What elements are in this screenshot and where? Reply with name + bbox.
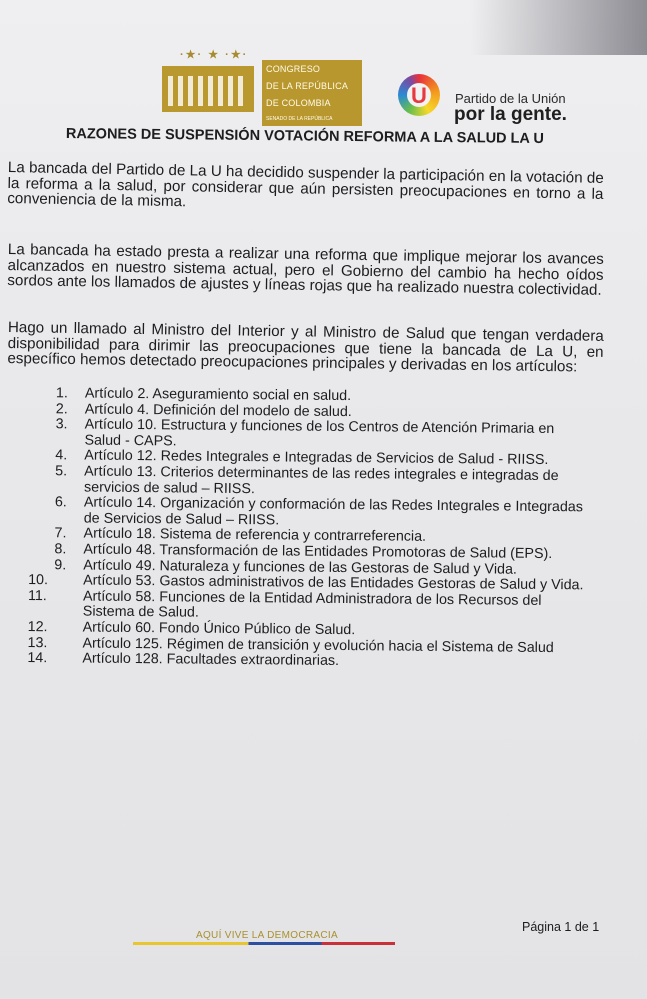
congress-stars: ·★· ★ ·★· xyxy=(180,49,249,61)
paragraph-1: La bancada del Partido de La U ha decidido suspender la participación en la votación de la reforma a la salud, por considerar que aún persisten preocupaciones en torno a la conveniencia de la misma. xyxy=(7,159,604,211)
list-item: 6. Artículo 14. Organización y conformación de las Redes Integrales e Integradas de Servicios de Salud – RIISS. xyxy=(54,494,584,529)
paragraph-3: Hago un llamado al Ministro del Interior y al Ministro de Salud que tengan verdadera disponibilidad para dirimir las preocupaciones que tiene la bancada de La U, en específico hemos detectado preocupaciones principales y derivadas en los artículos: xyxy=(7,319,604,376)
page-number: Página 1 de 1 xyxy=(522,920,600,934)
list-item: 13. Artículo 125. Régimen de transición y evolución hacia el Sistema de Salud xyxy=(27,634,554,656)
list-item: 9. Artículo 49. Naturaleza y funciones de las Gestoras de Salud y Vida. xyxy=(54,556,517,578)
background-shadow xyxy=(470,0,647,55)
party-logo xyxy=(398,74,598,134)
list-item: 2. Artículo 4. Definición del modelo de salud. xyxy=(55,400,352,420)
footer-slogan: AQUÍ VIVE LA DEMOCRACIA xyxy=(196,930,338,941)
list-item: 11. Artículo 58. Funciones de la Entidad Administradora de los Recursos del Sistema de Salud. xyxy=(27,587,542,621)
congress-logo xyxy=(160,48,365,130)
list-item: 7. Artículo 18. Sistema de referencia y contrarreferencia. xyxy=(54,525,427,546)
congress-name-line-3: DE COLOMBIA xyxy=(266,98,331,108)
list-item: 5. Artículo 13. Criterios determinantes de las redes integrales e integradas de servicios de salud – RIISS. xyxy=(55,463,559,497)
list-item: 8. Artículo 48. Transformación de las Entidades Promotoras de Salud (EPS). xyxy=(54,541,553,562)
congress-subtitle: SENADO DE LA REPÚBLICA xyxy=(266,116,333,122)
party-name: Partido de la Unión xyxy=(455,91,566,106)
list-item: 3. Artículo 10. Estructura y funciones de los Centros de Atención Primaria en Salud - CAPS. xyxy=(55,416,555,450)
paragraph-2: La bancada ha estado presta a realizar una reforma que implique mejorar los avances alcanzados en nuestro sistema actual, pero el Gobierno del cambio ha hecho oídos sordos ante los llamados de ajustes y líneas rojas que ha realizado nuestra colectividad. xyxy=(7,241,604,299)
list-item: 10. Artículo 53. Gastos administrativos de las Entidades Gestoras de Salud y Vida. xyxy=(28,572,584,594)
list-item: 12. Artículo 60. Fondo Único Público de Salud. xyxy=(27,618,356,639)
party-slogan: por la gente. xyxy=(454,104,567,125)
list-item: 1. Artículo 2. Aseguramiento social en salud. xyxy=(55,385,352,405)
congress-name-line-1: CONGRESO xyxy=(266,64,321,74)
list-item: 14. Artículo 128. Facultades extraordinarias. xyxy=(27,650,340,670)
document-title: RAZONES DE SUSPENSIÓN VOTACIÓN REFORMA A LA SALUD LA U xyxy=(65,126,544,148)
congress-name-line-2: DE LA REPÚBLICA xyxy=(266,81,349,91)
list-item: 4. Artículo 12. Redes Integrales e Integradas de Servicios de Salud - RIISS. xyxy=(55,447,549,469)
footer-color-bar xyxy=(133,942,395,945)
capitol-columns-icon xyxy=(162,66,254,112)
party-u-letter: U xyxy=(407,83,431,107)
articles-list xyxy=(27,386,590,672)
party-u-icon xyxy=(398,74,440,116)
congress-name-box xyxy=(262,60,362,126)
